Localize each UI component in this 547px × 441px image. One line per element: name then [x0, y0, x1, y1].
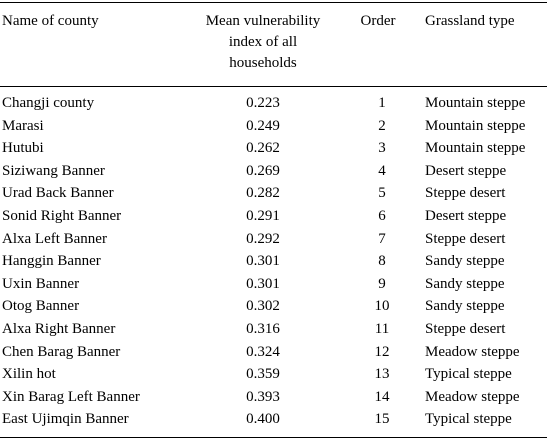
table-row	[0, 115, 547, 138]
table-row	[0, 295, 547, 318]
cell-index: 0.301	[246, 275, 280, 292]
cell-index: 0.301	[246, 253, 280, 270]
cell-grassland-type: Sandy steppe	[425, 275, 505, 292]
cell-order: 7	[378, 230, 386, 247]
table-body	[0, 92, 547, 431]
table-row	[0, 363, 547, 386]
cell-index: 0.400	[246, 411, 280, 428]
cell-index: 0.262	[246, 140, 280, 157]
cell-grassland-type: Steppe desert	[425, 185, 506, 202]
cell-order: 8	[378, 253, 386, 270]
header-order: Order	[360, 13, 396, 29]
table-row	[0, 205, 547, 228]
cell-index: 0.316	[246, 320, 280, 337]
table-row	[0, 408, 547, 431]
cell-grassland-type: Steppe desert	[425, 320, 506, 337]
table-row	[0, 318, 547, 341]
cell-order: 10	[374, 298, 390, 315]
table-row	[0, 92, 547, 115]
cell-index: 0.292	[246, 230, 280, 247]
cell-county: Changji county	[2, 95, 95, 111]
cell-index: 0.359	[246, 366, 280, 383]
cell-grassland-type: Typical steppe	[425, 366, 512, 383]
cell-county: Alxa Left Banner	[2, 230, 107, 247]
cell-county: Chen Barag Banner	[2, 343, 121, 360]
cell-county: Hutubi	[2, 140, 44, 157]
cell-index: 0.324	[246, 343, 280, 360]
cell-county: Siziwang Banner	[2, 162, 105, 179]
cell-county: Xilin hot	[2, 366, 56, 383]
cell-grassland-type: Desert steppe	[425, 207, 507, 224]
cell-order: 13	[374, 366, 390, 383]
header-county: Name of county	[2, 13, 99, 29]
table-row	[0, 182, 547, 205]
table-row	[0, 137, 547, 160]
cell-order: 4	[378, 162, 386, 179]
cell-order: 5	[378, 185, 386, 202]
cell-grassland-type: Sandy steppe	[425, 253, 505, 270]
header-grassland-type: Grassland type	[425, 13, 515, 29]
cell-county: East Ujimqin Banner	[2, 411, 129, 428]
cell-order: 2	[378, 117, 386, 134]
cell-index: 0.291	[246, 207, 280, 224]
cell-grassland-type: Typical steppe	[425, 411, 512, 428]
cell-county: Otog Banner	[2, 298, 80, 315]
header-rule	[0, 86, 547, 87]
cell-county: Sonid Right Banner	[2, 207, 122, 224]
cell-order: 6	[378, 207, 386, 224]
table-row	[0, 386, 547, 409]
cell-grassland-type: Mountain steppe	[425, 95, 526, 111]
cell-index: 0.223	[246, 95, 280, 111]
cell-grassland-type: Meadow steppe	[425, 343, 520, 360]
cell-grassland-type: Mountain steppe	[425, 140, 526, 157]
table-row	[0, 341, 547, 364]
cell-county: Urad Back Banner	[2, 185, 114, 202]
table-row	[0, 228, 547, 251]
header-index-line-1: Mean vulnerability	[205, 13, 321, 29]
cell-grassland-type: Sandy steppe	[425, 298, 505, 315]
cell-grassland-type: Meadow steppe	[425, 388, 520, 405]
cell-county: Hanggin Banner	[2, 253, 101, 270]
cell-county: Marasi	[2, 117, 44, 134]
cell-order: 9	[378, 275, 386, 292]
cell-county: Alxa Right Banner	[2, 320, 116, 337]
cell-index: 0.393	[246, 388, 280, 405]
cell-index: 0.282	[246, 185, 280, 202]
cell-county: Uxin Banner	[2, 275, 80, 292]
cell-order: 15	[374, 411, 390, 428]
cell-order: 12	[374, 343, 390, 360]
cell-index: 0.249	[246, 117, 280, 134]
top-rule	[0, 2, 547, 3]
header-index	[186, 11, 340, 74]
header-index-line-2: index of all	[228, 34, 298, 50]
bottom-rule	[0, 437, 547, 438]
cell-grassland-type: Mountain steppe	[425, 117, 526, 134]
cell-county: Xin Barag Left Banner	[2, 388, 140, 405]
cell-grassland-type: Desert steppe	[425, 162, 507, 179]
cell-order: 1	[378, 95, 386, 111]
table-row	[0, 250, 547, 273]
cell-index: 0.269	[246, 162, 280, 179]
table-row	[0, 160, 547, 183]
header-index-line-3: households	[229, 55, 297, 71]
cell-grassland-type: Steppe desert	[425, 230, 506, 247]
cell-order: 3	[378, 140, 386, 157]
cell-index: 0.302	[246, 298, 280, 315]
cell-order: 14	[374, 388, 390, 405]
table-row	[0, 273, 547, 296]
cell-order: 11	[374, 320, 390, 337]
